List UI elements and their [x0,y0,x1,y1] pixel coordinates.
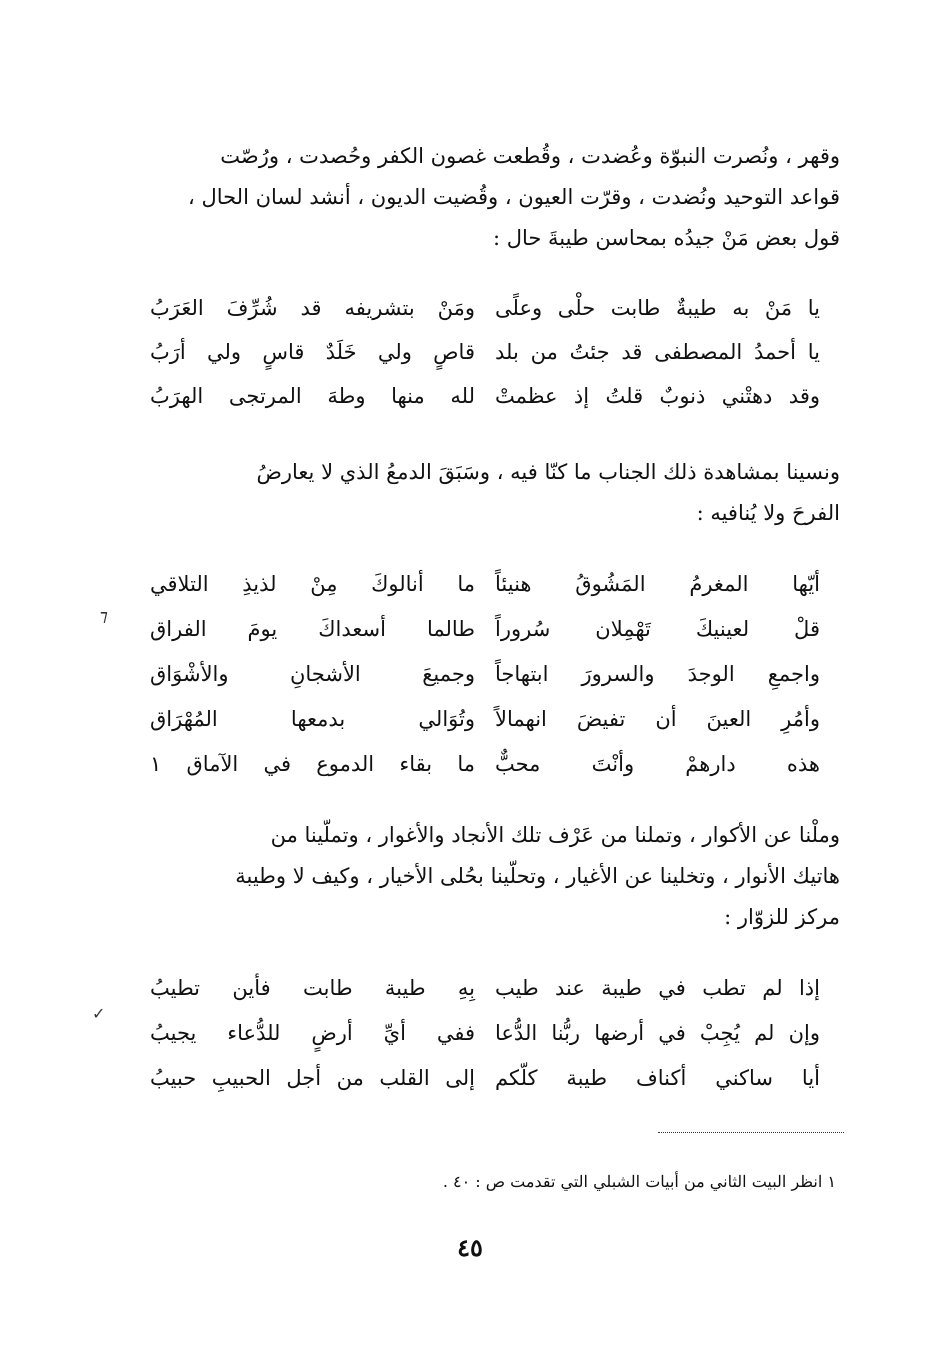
verse-second-hemistich: وجميعَ الأشجانِ والأشْوَاق [150,662,475,686]
page-number: ٤٥ [457,1233,483,1262]
text-line: قواعد التوحيد ونُضدت ، وقرّت العيون ، وقُضيت الديون ، أنشد لسان الحال ، [188,185,840,209]
paragraph-3 [130,815,840,938]
verse-second-hemistich: بِهِ طيبة طابت فأين تطيبُ [150,976,475,1000]
verse-first-hemistich: وإن لم يُجِبْ في أرضها ربُّنا الدُّعا [495,1021,820,1045]
text-line: ونسينا بمشاهدة ذلك الجناب ما كنّا فيه ، وسَبَقَ الدمعُ الذي لا يعارضُ [256,460,840,484]
text-line: قول بعض مَنْ جيدُه بمحاسن طيبةَ حال : [492,226,840,250]
poem-1 [150,286,820,418]
verse-second-hemistich: ما أنالوكَ مِنْ لذيذِ التلاقي [150,572,475,596]
verse-first-hemistich: هذه دارهمْ وأنْتَ محبٌّ [495,752,820,776]
footnote-divider [658,1132,844,1133]
verse-first-hemistich: قلْ لعينيكَ تَهْمِلان سُروراً [495,617,820,641]
verse-second-hemistich: وتُوَالي بدمعها المُهْرَاق [150,707,475,731]
verse-first-hemistich: إذا لم تطب في طيبة عند طيب [495,976,820,1000]
verse-first-hemistich: واجمعِ الوجدَ والسرورَ ابتهاجاً [495,662,820,686]
verse [150,286,820,330]
verse [150,330,820,374]
text-line: الفرحَ ولا يُنافيه : [696,501,840,525]
verse-first-hemistich: أيا ساكني أكناف طيبة كلّكم [495,1066,820,1090]
verse-second-hemistich: طالما أسعداكَ يومَ الفراق [150,617,475,641]
verse-first-hemistich: يا أحمدُ المصطفى قد جئتُ من بلد [495,340,820,364]
poem-3 [150,966,820,1101]
verse-second-hemistich: ففي أيِّ أرضٍ للدُّعاء يجيبُ [150,1021,475,1045]
margin-pencil-mark: ✓ [92,1004,106,1023]
verse-second-hemistich: ما بقاء الدموع في الآماق ١ [150,752,475,776]
paragraph-2 [130,452,840,534]
verse-first-hemistich: وقد دهتْني ذنوبٌ قلتُ إذ عظمتْ [495,384,820,408]
verse-second-hemistich: لله منها وطهَ المرتجى الهرَبُ [150,384,475,408]
verse-first-hemistich: يا مَنْ به طيبةٌ طابت حلْى وعلًى [495,296,820,320]
footnote: ١ انظر البيت الثاني من أبيات الشبلي التي تقدمت ص : ٤٠ . [442,1172,836,1191]
paragraph-1 [130,136,840,259]
verse-first-hemistich: أيّها المغرمُ المَشُوقُ هنيئاً [495,572,820,596]
verse [150,742,820,787]
verse [150,607,820,652]
verse-second-hemistich: ومَنْ بتشريفه قد شُرِّفَ العَرَبُ [150,296,475,320]
verse [150,1011,820,1056]
verse-second-hemistich: قاصٍ ولي خَلَدٌ قاسٍ ولي أرَبُ [150,340,475,364]
verse [150,697,820,742]
verse [150,652,820,697]
text-line: وملْنا عن الأكوار ، وتملنا من عَرْف تلك الأنجاد والأغوار ، وتملّينا من [270,823,840,847]
verse [150,966,820,1011]
poem-2 [150,562,820,787]
verse [150,1056,820,1101]
verse-second-hemistich: إلى القلب من أجل الحبيبِ حبيبُ [150,1066,475,1090]
verse [150,374,820,418]
verse [150,562,820,607]
text-line: مركز للزوّار : [724,905,840,929]
text-line: وقهر ، ونُصرت النبوّة وعُضدت ، وقُطعت غصون الكفر وحُصدت ، ورُصّت [220,144,840,168]
margin-pencil-mark: ⁊ [100,606,108,625]
text-line: هاتيك الأنوار ، وتخلينا عن الأغيار ، وتحلّينا بحُلى الأخيار ، وكيف لا وطيبة [235,864,840,888]
verse-first-hemistich: وأمُرِ العينَ أن تفيضَ انهمالاً [495,707,820,731]
